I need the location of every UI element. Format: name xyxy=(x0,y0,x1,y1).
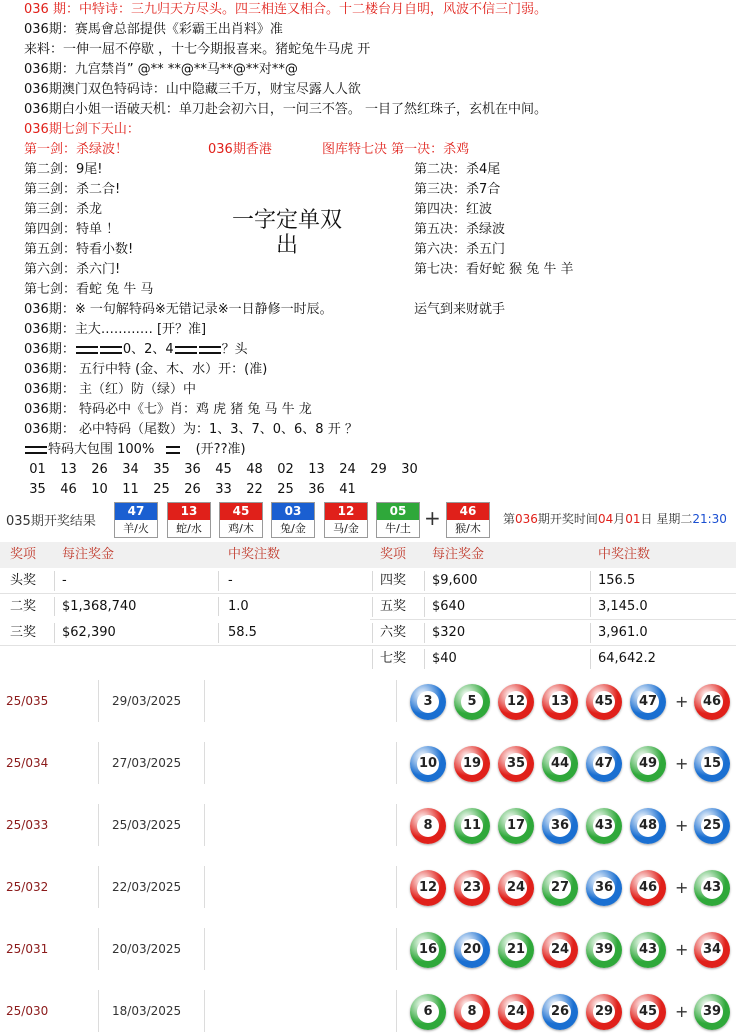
ball-number: 19 xyxy=(461,753,483,775)
encircle-number: 26 xyxy=(184,482,201,497)
column-divider xyxy=(396,928,397,970)
head-line-suffix: ？头 xyxy=(221,342,248,357)
result-ball-zodiac: 蛇/水 xyxy=(176,522,202,535)
ball-number: 46 xyxy=(637,877,659,899)
encircle-number: 25 xyxy=(153,482,170,497)
ball-number: 8 xyxy=(417,815,439,837)
lottery-ball xyxy=(498,746,534,782)
sword-7: 第七剑：看蛇 兔 牛 马 xyxy=(24,282,154,297)
ball-number: 3 xyxy=(417,691,439,713)
prize-name: 四奖 xyxy=(380,573,407,588)
encircle-number: 35 xyxy=(153,462,170,477)
encircle-numbers-row-2 xyxy=(22,481,363,499)
lottery-ball xyxy=(542,746,578,782)
prize-row xyxy=(0,568,736,594)
column-divider xyxy=(396,866,397,908)
encircle-number: 22 xyxy=(246,482,263,497)
ball-number: 46 xyxy=(701,691,723,713)
ball-number: 20 xyxy=(461,939,483,961)
ball-number: 5 xyxy=(461,691,483,713)
luck-line: 运气到来财就手 xyxy=(414,302,506,317)
special-ball-chip xyxy=(446,502,490,538)
ball-number: 8 xyxy=(461,1001,483,1023)
draw-time-day-unit: 日 星期二 xyxy=(640,512,693,526)
draw-period: 25/035 xyxy=(6,694,49,708)
header-count: 中奖注数 xyxy=(228,547,281,562)
draw-time-mid: 期开奖时间 xyxy=(537,512,598,526)
ball-number: 26 xyxy=(549,1001,571,1023)
prize-count: 156.5 xyxy=(598,573,636,588)
result-ball-number: 03 xyxy=(272,503,314,520)
column-divider xyxy=(590,571,591,591)
column-divider xyxy=(590,649,591,669)
draw-time-month-unit: 月 xyxy=(613,512,626,526)
column-divider xyxy=(424,597,425,617)
prize-count: 3,961.0 xyxy=(598,625,648,640)
head-line xyxy=(24,341,248,359)
column-divider xyxy=(218,597,219,617)
lottery-ball xyxy=(586,870,622,906)
column-divider xyxy=(54,571,55,591)
draw-period: 25/034 xyxy=(6,756,49,770)
lottery-ball xyxy=(498,870,534,906)
sword-3a: 第三剑：杀二合! xyxy=(24,182,121,197)
encircle-number: 02 xyxy=(277,462,294,477)
column-divider xyxy=(424,649,425,669)
column-divider xyxy=(204,990,205,1032)
ball-number: 24 xyxy=(549,939,571,961)
lottery-ball xyxy=(542,808,578,844)
ball-number: 21 xyxy=(505,939,527,961)
lottery-ball xyxy=(542,994,578,1030)
forbidden-zodiac-line: 036期：九宫禁肖” @** **@**马**@**对**@ xyxy=(24,62,298,77)
lottery-ball xyxy=(410,870,446,906)
decree-5: 第五决：杀绿波 xyxy=(414,222,506,237)
ball-number: 39 xyxy=(701,1001,723,1023)
big-line: 036期：主大………… [开？准] xyxy=(24,322,207,337)
column-divider xyxy=(54,623,55,643)
ball-number: 15 xyxy=(701,753,723,775)
column-divider xyxy=(372,597,373,617)
column-divider xyxy=(98,804,99,846)
draw-date: 18/03/2025 xyxy=(112,1004,182,1018)
encircle-label: 特码大包围 100% xyxy=(48,442,155,457)
plus-sign: + xyxy=(675,1002,689,1021)
head-line-prefix: 036期： xyxy=(24,342,75,357)
special-ball-zodiac: 猴/木 xyxy=(455,522,481,535)
prize-table xyxy=(0,542,736,670)
header-prize-right: 奖项 xyxy=(380,547,407,562)
lottery-ball xyxy=(542,932,578,968)
prize-name: 五奖 xyxy=(380,599,407,614)
history-row xyxy=(0,918,736,980)
plus-sign: + xyxy=(675,692,689,711)
decree-6: 第六决：杀五门 xyxy=(414,242,506,257)
encircle-line xyxy=(24,441,246,459)
plus-sign: + xyxy=(675,940,689,959)
prize-row xyxy=(0,646,736,672)
encircle-number: 10 xyxy=(91,482,108,497)
sword-6: 第六剑：杀六门! xyxy=(24,262,121,277)
lottery-ball xyxy=(586,994,622,1030)
special-ball xyxy=(694,932,730,968)
prize-amount: $320 xyxy=(432,625,466,640)
result-ball-chip xyxy=(271,502,315,538)
prize-name: 二奖 xyxy=(10,599,37,614)
hint-line: 036期白小姐一语破天机：单刀赴会初六日，一问三不答。 一目了然红珠子，玄机在中间。 xyxy=(24,102,547,117)
prize-row xyxy=(0,620,736,646)
tail-number-line: 036期： 必中特码（尾数）为：1、3、7、0、6、8 开 ？ xyxy=(24,422,358,437)
encircle-number: 34 xyxy=(122,462,139,477)
draw-time-period: 036 xyxy=(515,512,538,526)
ball-number: 12 xyxy=(417,877,439,899)
lottery-ball xyxy=(630,746,666,782)
column-divider xyxy=(204,804,205,846)
prize-amount: $40 xyxy=(432,651,457,666)
draw-time-day: 01 xyxy=(625,512,641,526)
ball-number: 45 xyxy=(637,1001,659,1023)
result-ball-chip xyxy=(324,502,368,538)
lottery-ball xyxy=(410,932,446,968)
header-count-right: 中奖注数 xyxy=(598,547,651,562)
encircle-number: 48 xyxy=(246,462,263,477)
prize-amount: $9,600 xyxy=(432,573,478,588)
color-line: 036期： 主（红）防（绿）中 xyxy=(24,382,196,397)
ball-number: 36 xyxy=(549,815,571,837)
lottery-ball xyxy=(454,932,490,968)
column-divider xyxy=(424,571,425,591)
encircle-number: 33 xyxy=(215,482,232,497)
ball-number: 12 xyxy=(505,691,527,713)
bar-icon xyxy=(166,446,180,454)
bar-icon xyxy=(175,346,197,354)
lottery-ball xyxy=(630,994,666,1030)
draw-time-month: 04 xyxy=(597,512,614,526)
bar-icon xyxy=(76,346,98,354)
prize-count: 64,642.2 xyxy=(598,651,656,666)
prize-count: - xyxy=(228,573,233,588)
ball-number: 43 xyxy=(637,939,659,961)
ball-number: 47 xyxy=(637,691,659,713)
result-ball-zodiac: 鸡/木 xyxy=(228,522,254,535)
ball-number: 43 xyxy=(593,815,615,837)
column-divider xyxy=(372,571,373,591)
draw-time-prefix: 第 xyxy=(503,512,516,526)
header-amount-right: 每注奖金 xyxy=(432,547,485,562)
column-divider xyxy=(372,649,373,669)
draw-history xyxy=(0,670,736,1036)
prize-table-header xyxy=(0,542,736,568)
result-ball-zodiac: 兔/金 xyxy=(280,522,306,535)
column-divider xyxy=(396,804,397,846)
special-ball xyxy=(694,746,730,782)
encircle-number: 25 xyxy=(277,482,294,497)
prize-count: 1.0 xyxy=(228,599,249,614)
prize-name: 头奖 xyxy=(10,573,37,588)
lottery-ball xyxy=(410,994,446,1030)
plus-sign: + xyxy=(675,754,689,773)
five-elements-line: 036期： 五行中特 (金、木、水）开：(准) xyxy=(24,362,268,377)
lottery-ball xyxy=(498,994,534,1030)
lottery-ball xyxy=(586,746,622,782)
source-line: 036期：赛馬會总部提供《彩霸王出肖料》准 xyxy=(24,22,283,37)
draw-period: 25/032 xyxy=(6,880,49,894)
prize-amount: - xyxy=(62,573,67,588)
column-divider xyxy=(590,597,591,617)
history-row xyxy=(0,856,736,918)
ball-number: 23 xyxy=(461,877,483,899)
prize-count: 3,145.0 xyxy=(598,599,648,614)
prize-amount: $640 xyxy=(432,599,466,614)
column-divider xyxy=(396,742,397,784)
header-prize: 奖项 xyxy=(10,547,37,562)
lottery-ball xyxy=(498,932,534,968)
column-divider xyxy=(396,680,397,722)
ball-number: 49 xyxy=(637,753,659,775)
column-divider xyxy=(204,742,205,784)
result-ball-number: 05 xyxy=(377,503,419,520)
prize-amount: $1,368,740 xyxy=(62,599,137,614)
odd-even-headline xyxy=(222,208,352,258)
lottery-ball xyxy=(454,994,490,1030)
decree-3: 第三决：杀7合 xyxy=(414,182,501,197)
prize-count: 58.5 xyxy=(228,625,257,640)
encircle-number: 24 xyxy=(339,462,356,477)
column-divider xyxy=(204,680,205,722)
lottery-ball xyxy=(410,808,446,844)
history-row xyxy=(0,794,736,856)
ball-number: 17 xyxy=(505,815,527,837)
column-divider xyxy=(372,623,373,643)
result-ball-chip xyxy=(167,502,211,538)
column-divider xyxy=(218,623,219,643)
seven-swords-title: 036期七剑下天山： xyxy=(24,122,140,137)
column-divider xyxy=(98,742,99,784)
headline-line-2: 出 xyxy=(275,233,298,258)
header-amount: 每注奖金 xyxy=(62,547,115,562)
result-bar xyxy=(0,500,736,540)
ball-number: 29 xyxy=(593,1001,615,1023)
column-divider xyxy=(54,597,55,617)
lottery-ball xyxy=(454,808,490,844)
ball-number: 24 xyxy=(505,877,527,899)
column-divider xyxy=(98,990,99,1032)
ball-number: 36 xyxy=(593,877,615,899)
poem-line: 036 期：中特诗：三九归天方尽头。四三相连又相合。十二楼台月自明，风波不信三门弱。 xyxy=(24,2,547,17)
encircle-number: 30 xyxy=(401,462,418,477)
lottery-ball xyxy=(498,808,534,844)
encircle-number: 11 xyxy=(122,482,139,497)
lottery-ball xyxy=(630,870,666,906)
result-ball-number: 47 xyxy=(115,503,157,520)
encircle-number: 36 xyxy=(184,462,201,477)
result-ball-chip xyxy=(114,502,158,538)
sword-1: 第一剑：杀绿波！ xyxy=(24,142,129,157)
special-ball-number: 46 xyxy=(447,503,489,520)
encircle-number: 29 xyxy=(370,462,387,477)
column-divider xyxy=(590,623,591,643)
lottery-ball xyxy=(542,870,578,906)
result-ball-number: 45 xyxy=(220,503,262,520)
macau-poem-line: 036期澳门双色特码诗：山中隐藏三千万，财宝尽露人人欲 xyxy=(24,82,361,97)
result-ball-zodiac: 牛/土 xyxy=(385,522,411,535)
draw-date: 27/03/2025 xyxy=(112,756,182,770)
plus-sign: + xyxy=(424,506,441,530)
result-label: 035期开奖结果 xyxy=(6,514,96,529)
lottery-ball xyxy=(630,808,666,844)
sword-4: 第四剑：特单 ！ xyxy=(24,222,120,237)
next-draw-time xyxy=(503,510,727,527)
ball-number: 16 xyxy=(417,939,439,961)
mask-strip xyxy=(0,616,370,622)
encircle-number: 35 xyxy=(29,482,46,497)
ball-number: 39 xyxy=(593,939,615,961)
lottery-ball xyxy=(410,684,446,720)
column-divider xyxy=(204,928,205,970)
encircle-number: 46 xyxy=(60,482,77,497)
ball-number: 24 xyxy=(505,1001,527,1023)
result-ball-chip xyxy=(219,502,263,538)
sword-5: 第五剑：特看小数! xyxy=(24,242,134,257)
lottery-ball xyxy=(542,684,578,720)
ball-number: 48 xyxy=(637,815,659,837)
result-ball-number: 12 xyxy=(325,503,367,520)
encircle-number: 13 xyxy=(308,462,325,477)
ball-number: 34 xyxy=(701,939,723,961)
special-ball xyxy=(694,684,730,720)
ball-number: 25 xyxy=(701,815,723,837)
lottery-ball xyxy=(586,684,622,720)
prize-amount: $62,390 xyxy=(62,625,116,640)
column-divider xyxy=(424,623,425,643)
ball-number: 27 xyxy=(549,877,571,899)
result-ball-chip xyxy=(376,502,420,538)
draw-period: 25/030 xyxy=(6,1004,49,1018)
decree-1: 图库特七决 第一决：杀鸡 xyxy=(322,142,470,157)
draw-time-clock: 21:30 xyxy=(692,512,727,526)
lottery-ball xyxy=(586,932,622,968)
ball-number: 43 xyxy=(701,877,723,899)
encircle-number: 13 xyxy=(60,462,77,477)
history-row xyxy=(0,670,736,732)
special-ball xyxy=(694,808,730,844)
ball-number: 35 xyxy=(505,753,527,775)
head-line-digits: 0、2、4 xyxy=(122,342,174,357)
column-divider xyxy=(98,680,99,722)
column-divider xyxy=(218,571,219,591)
ball-number: 13 xyxy=(549,691,571,713)
column-divider xyxy=(396,990,397,1032)
result-ball-zodiac: 羊/火 xyxy=(123,522,149,535)
ball-number: 10 xyxy=(417,753,439,775)
draw-date: 29/03/2025 xyxy=(112,694,182,708)
lottery-ball xyxy=(498,684,534,720)
result-ball-zodiac: 马/金 xyxy=(333,522,359,535)
bar-icon xyxy=(199,346,221,354)
prize-name: 三奖 xyxy=(10,625,37,640)
sword-2: 第二剑：9尾! xyxy=(24,162,103,177)
result-ball-number: 13 xyxy=(168,503,210,520)
draw-date: 22/03/2025 xyxy=(112,880,182,894)
encircle-number: 41 xyxy=(339,482,356,497)
draw-period: 25/031 xyxy=(6,942,49,956)
draw-date: 20/03/2025 xyxy=(112,942,182,956)
prize-name: 六奖 xyxy=(380,625,407,640)
incoming-line: 来料：一伸一屈不停歇 ，十七今期报喜来。猪蛇兔牛马虎 开 xyxy=(24,42,371,57)
sword-3b: 第三剑：杀龙 xyxy=(24,202,103,217)
ball-number: 11 xyxy=(461,815,483,837)
seven-zodiac-line: 036期： 特码必中《七》肖：鸡 虎 猪 兔 马 牛 龙 xyxy=(24,402,312,417)
ball-number: 47 xyxy=(593,753,615,775)
column-divider xyxy=(204,866,205,908)
decree-2: 第二决：杀4尾 xyxy=(414,162,501,177)
draw-date: 25/03/2025 xyxy=(112,818,182,832)
encircle-number: 26 xyxy=(91,462,108,477)
encircle-numbers-row-1 xyxy=(22,461,425,479)
special-ball xyxy=(694,994,730,1030)
decree-4: 第四决：红波 xyxy=(414,202,493,217)
prediction-text-block xyxy=(0,0,736,500)
lottery-ball xyxy=(410,746,446,782)
lottery-ball xyxy=(454,870,490,906)
history-row xyxy=(0,732,736,794)
lottery-ball xyxy=(586,808,622,844)
special-ball xyxy=(694,870,730,906)
one-phrase-line: 036期：※ 一句解特码※无错记录※一日静修一时辰。 xyxy=(24,302,333,317)
lottery-ball xyxy=(454,684,490,720)
ball-number: 45 xyxy=(593,691,615,713)
decree-7: 第七决：看好蛇 猴 兔 牛 羊 xyxy=(414,262,574,277)
encircle-number: 01 xyxy=(29,462,46,477)
plus-sign: + xyxy=(675,878,689,897)
encircle-status: (开??准) xyxy=(195,442,246,457)
hk-label: 036期香港 xyxy=(208,142,272,157)
history-row xyxy=(0,980,736,1036)
encircle-number: 36 xyxy=(308,482,325,497)
lottery-ball xyxy=(630,684,666,720)
column-divider xyxy=(98,928,99,970)
lottery-ball xyxy=(630,932,666,968)
ball-number: 6 xyxy=(417,1001,439,1023)
prize-name: 七奖 xyxy=(380,651,407,666)
plus-sign: + xyxy=(675,816,689,835)
lottery-ball xyxy=(454,746,490,782)
ball-number: 44 xyxy=(549,753,571,775)
draw-period: 25/033 xyxy=(6,818,49,832)
bar-icon xyxy=(100,346,122,354)
column-divider xyxy=(98,866,99,908)
bar-icon xyxy=(25,446,47,454)
encircle-number: 45 xyxy=(215,462,232,477)
headline-line-1: 一字定单双 xyxy=(231,208,342,233)
